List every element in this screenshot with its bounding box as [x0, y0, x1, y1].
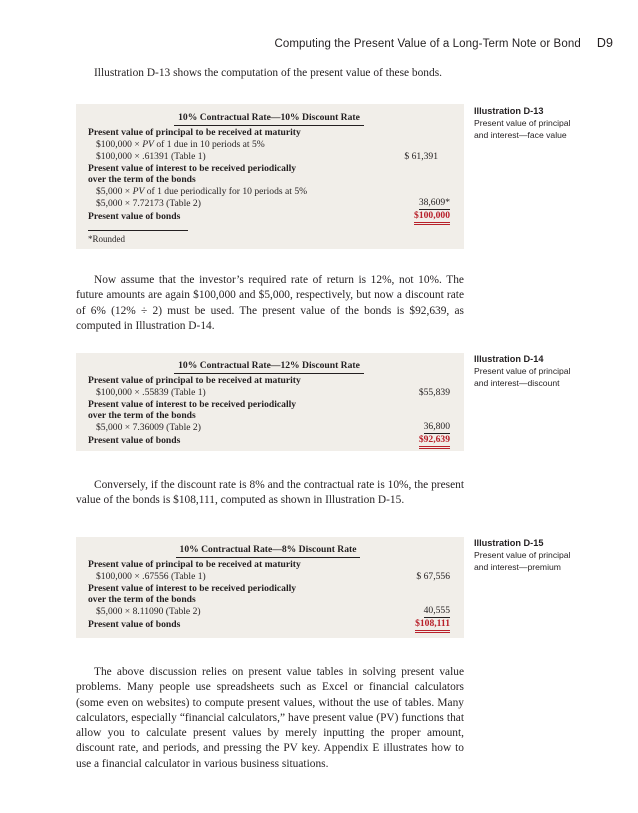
- illustration-d15-caption: Illustration D-15 Present value of principal and interest—premium: [474, 538, 571, 572]
- header-title: Computing the Present Value of a Long-Term Note or Bond: [274, 38, 581, 50]
- illustration-d13-caption: Illustration D-13 Present value of principal and interest—face value: [474, 106, 571, 140]
- table-row: Present value of principal to be received at maturity: [88, 559, 301, 570]
- amount: 36,800: [423, 421, 450, 432]
- table-row: Present value of interest to be received periodically: [88, 399, 297, 410]
- table-row: Present value of bonds $100,000: [88, 211, 450, 223]
- amount: 38,609*: [418, 197, 450, 208]
- table-row: $100,000 × .55839 (Table 1) $55,839: [96, 387, 450, 398]
- amount: $55,839: [418, 387, 450, 398]
- amount: $ 61,391: [404, 151, 438, 162]
- table-heading: 10% Contractual Rate—8% Discount Rate: [176, 544, 360, 558]
- footnote: *Rounded: [88, 234, 125, 244]
- footnote-rule: [88, 230, 188, 231]
- paragraph-premium: Conversely, if the discount rate is 8% and the contractual rate is 10%, the present value of the bonds is $108,111, computed as shown in Illustration D-15.: [76, 479, 464, 507]
- table-row: over the term of the bonds: [88, 174, 196, 185]
- running-header: [274, 36, 613, 50]
- amount: $ 67,556: [416, 571, 450, 582]
- illustration-d14-caption: Illustration D-14 Present value of principal and interest—discount: [474, 354, 571, 388]
- paragraph-discount: Now assume that the investor’s required rate of return is 12%, not 10%. The future amounts are again $100,000 and $5,000, respectively, but now a discount rate of 6% (12% ÷ 2) must be used. The present value of the bonds is $92,639, as computed in Illustration D-14.: [76, 274, 464, 332]
- total-amount: $108,111: [415, 619, 450, 633]
- table-row: $5,000 × 8.11090 (Table 2) 40,555: [96, 605, 450, 617]
- table-row: $5,000 × PV of 1 due periodically for 10 periods at 5%: [96, 186, 308, 197]
- table-heading: 10% Contractual Rate—10% Discount Rate: [174, 112, 364, 126]
- table-row: $5,000 × 7.36009 (Table 2) 36,800: [96, 421, 450, 433]
- table-row: Present value of interest to be received periodically: [88, 163, 297, 174]
- table-row: over the term of the bonds: [88, 410, 196, 421]
- table-row: $100,000 × PV of 1 due in 10 periods at 5%: [96, 139, 265, 150]
- table-row: Present value of bonds $108,111: [88, 619, 450, 631]
- page-number: D9: [596, 36, 613, 50]
- illustration-d13-table: [76, 104, 464, 249]
- amount: 40,555: [423, 605, 450, 616]
- table-row: Present value of bonds $92,639: [88, 435, 450, 447]
- table-row: over the term of the bonds: [88, 594, 196, 605]
- total-amount: $100,000: [414, 211, 450, 225]
- table-row: Present value of interest to be received periodically: [88, 583, 297, 594]
- table-row: Present value of principal to be received at maturity: [88, 375, 301, 386]
- table-heading: 10% Contractual Rate—12% Discount Rate: [174, 360, 364, 374]
- illustration-d14-table: [76, 353, 464, 451]
- table-row: $100,000 × .67556 (Table 1) $ 67,556: [96, 571, 450, 582]
- table-row: $100,000 × .61391 (Table 1) $ 61,391: [96, 151, 438, 162]
- illustration-d15-table: [76, 537, 464, 638]
- total-amount: $92,639: [419, 435, 450, 449]
- paragraph-calculators: The above discussion relies on present value tables in solving present value problems. Many people use spreadsheets such as Excel or financial calculators (some even on websites) to compute present values, without the use of tables. Many calculators, especially “financial calculators,” have present value (PV) functions that allow you to calculate present values by merely inputting the proper amount, discount rate, and periods, and pressing the PV key. Appendix E illustrates how to use a financial calculator in various business situations.: [76, 666, 464, 770]
- table-row: Present value of principal to be received at maturity: [88, 127, 301, 138]
- table-row: $5,000 × 7.72173 (Table 2) 38,609*: [96, 197, 450, 209]
- intro-paragraph: Illustration D-13 shows the computation of the present value of these bonds.: [94, 67, 442, 79]
